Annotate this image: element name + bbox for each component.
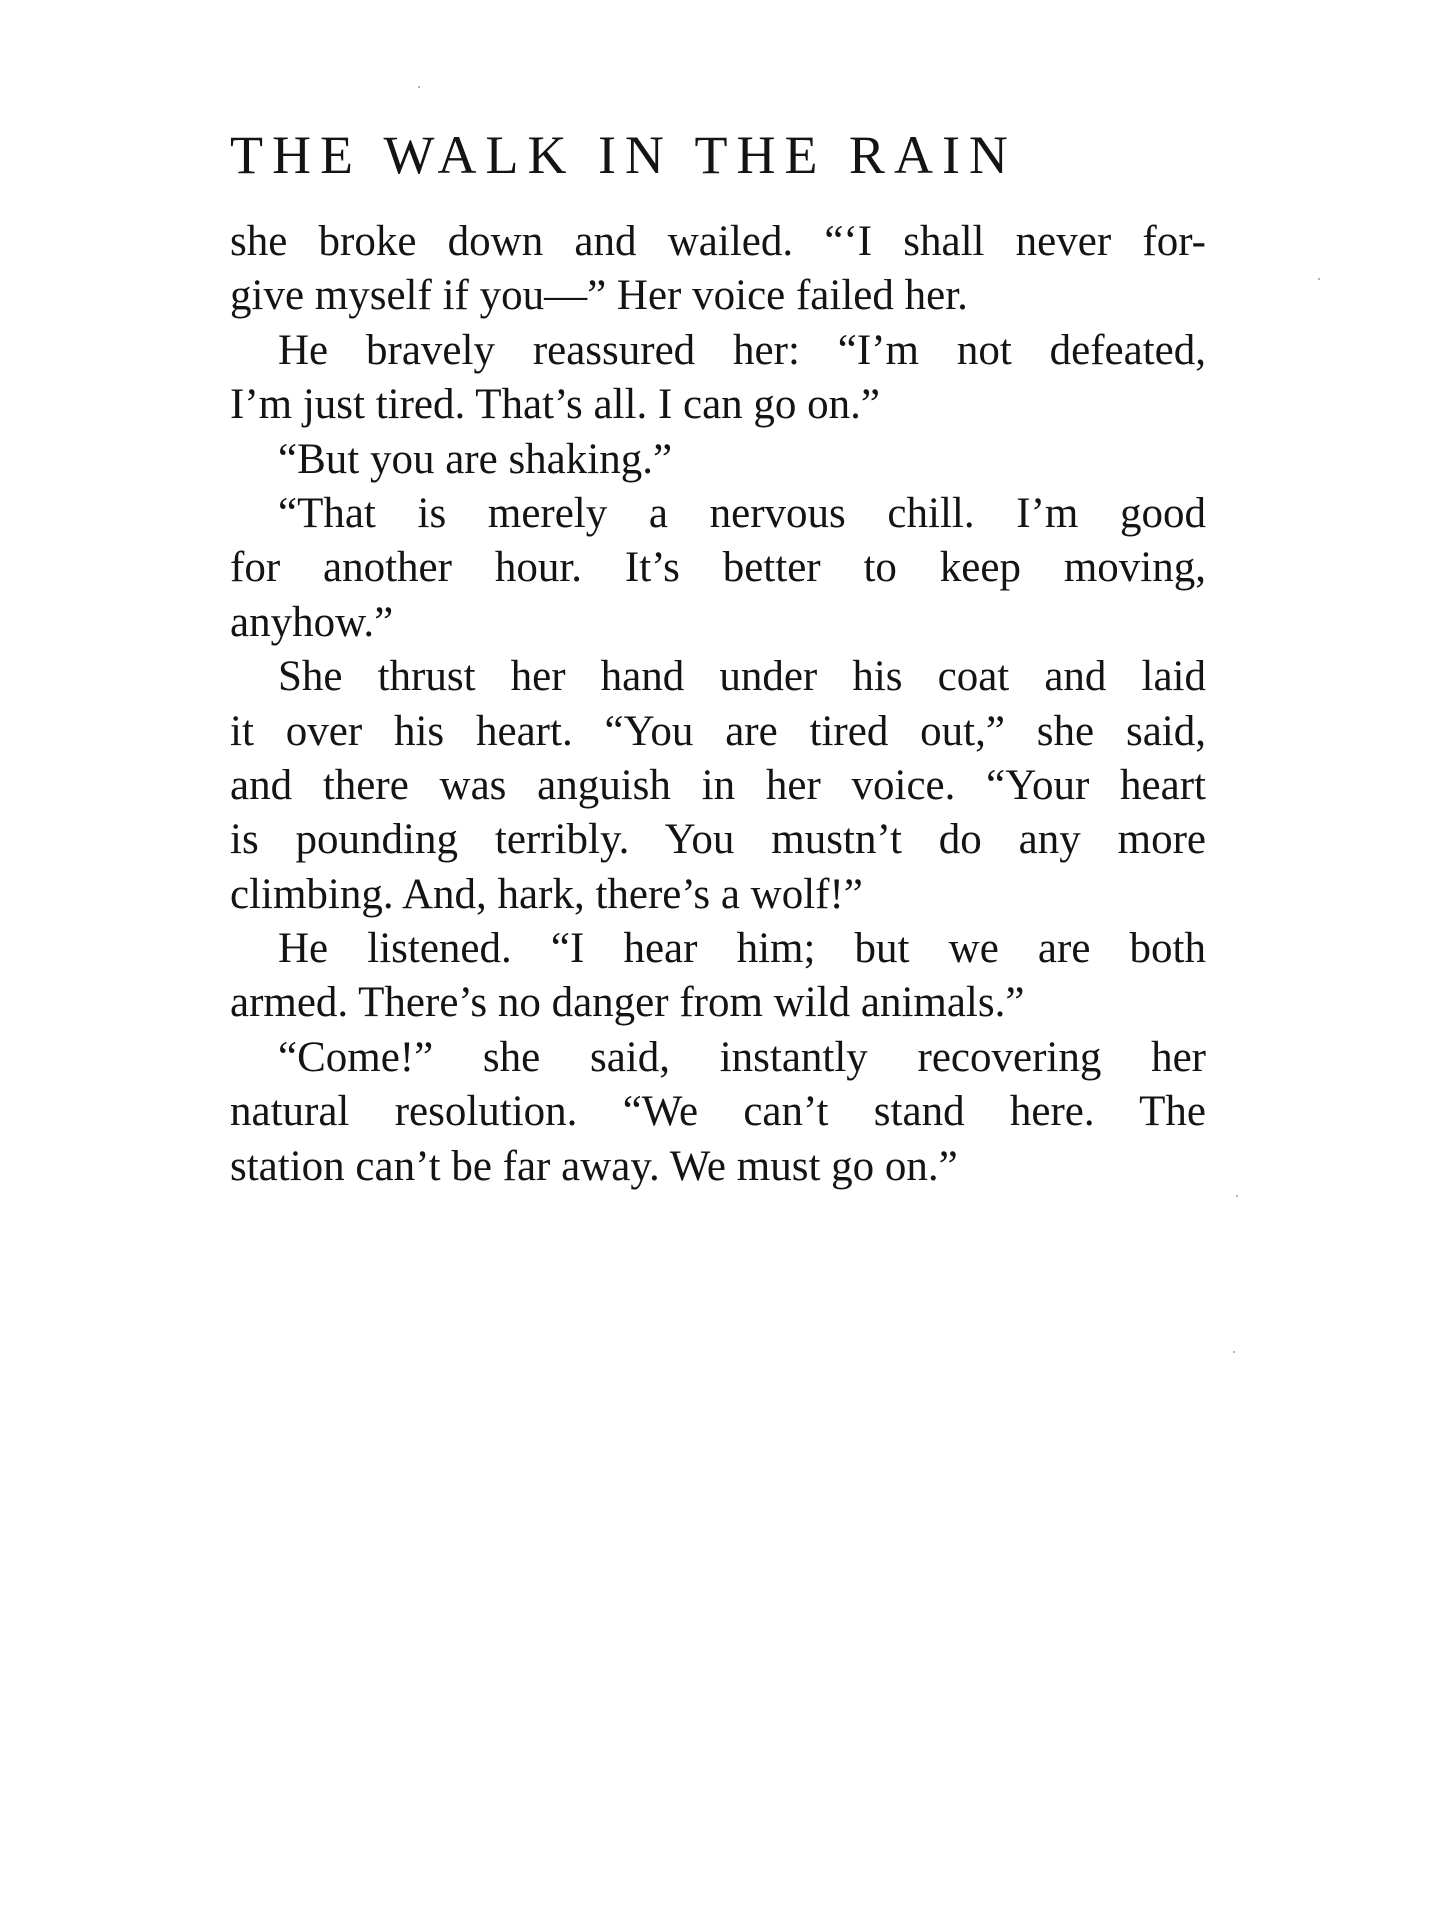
text-line: give myself if you—” Her voice failed her. [230,272,968,320]
scan-speck [1233,1351,1235,1353]
text-line: “But you are shaking.” [278,435,673,483]
scan-speck [1236,1195,1238,1197]
text-line: and there was anguish in her voice. “Your heart [230,761,1206,809]
text-line: She thrust her hand under his coat and laid [278,653,1206,701]
text-line: is pounding terribly. You mustn’t do any more [230,816,1206,864]
body-text [230,215,1206,1194]
text-line: I’m just tired. That’s all. I can go on.” [230,381,881,429]
text-line: for another hour. It’s better to keep moving, [230,544,1206,592]
text-line: “That is merely a nervous chill. I’m good [278,489,1206,537]
text-line: “Come!” she said, instantly recovering her [278,1033,1206,1081]
text-line: station can’t be far away. We must go on.” [230,1142,958,1190]
text-line: she broke down and wailed. “‘I shall never for- [230,218,1206,265]
text-line: anyhow.” [230,598,394,646]
scan-speck [1318,278,1320,280]
text-line: climbing. And, hark, there’s a wolf!” [230,870,863,918]
running-head: THE WALK IN THE RAIN [230,125,1017,185]
text-line: He listened. “I hear him; but we are both [278,925,1206,973]
text-line: it over his heart. “You are tired out,” she said, [230,707,1206,755]
text-line: natural resolution. “We can’t stand here. The [230,1088,1206,1136]
text-line: He bravely reassured her: “I’m not defeated, [278,326,1206,374]
scan-speck [418,86,420,88]
text-line: armed. There’s no danger from wild animals.” [230,979,1025,1027]
